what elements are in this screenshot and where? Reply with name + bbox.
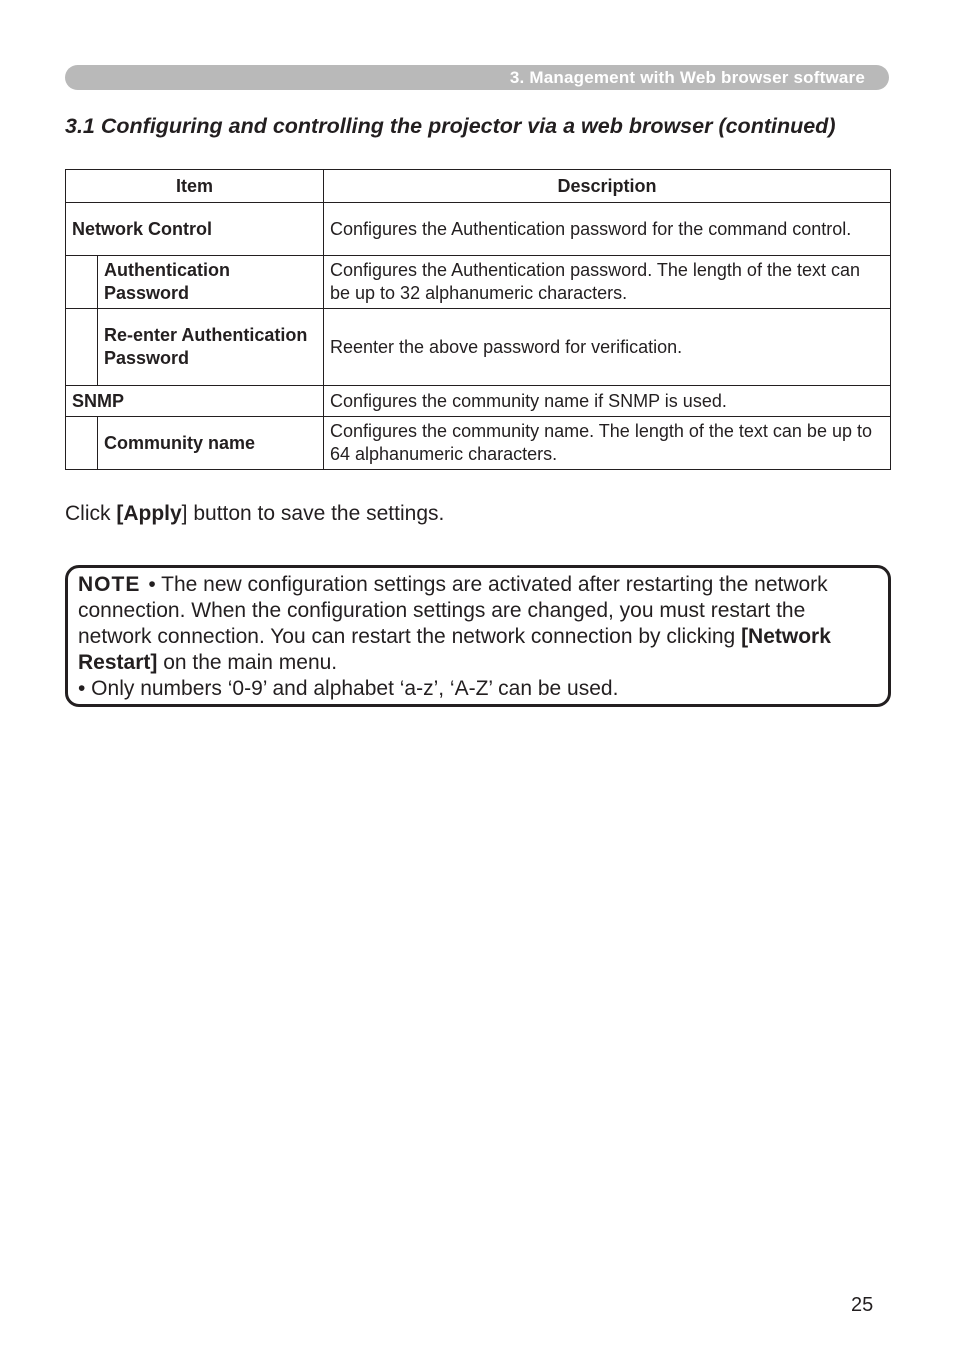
apply-instruction	[65, 502, 444, 526]
indent-gutter	[66, 256, 98, 309]
note-paragraph-2: • Only numbers ‘0-9’ and alphabet ‘a-z’, ‘A-Z’ can be used.	[78, 677, 619, 700]
note-box	[65, 565, 891, 707]
note-text-1a: • The new configuration settings are activated after restarting the network connection. When the configuration settings are changed, you must restart the network connection. You can restart the network connection by clicking	[78, 573, 828, 648]
item-reenter-password: Re-enter Authentication Password	[98, 309, 324, 386]
table-header-row	[66, 170, 891, 203]
item-snmp: SNMP	[66, 386, 324, 417]
apply-suffix: ] button to save the settings.	[181, 502, 445, 525]
description-authentication-password: Configures the Authentication password. The length of the text can be up to 32 alphanumeric characters.	[324, 256, 891, 309]
item-community-name: Community name	[98, 417, 324, 470]
table-row	[66, 203, 891, 256]
settings-table	[65, 169, 891, 470]
description-reenter-password: Reenter the above password for verification.	[324, 309, 891, 386]
table-row	[66, 386, 891, 417]
page-title: 3.1 Configuring and controlling the projector via a web browser (continued)	[65, 114, 836, 138]
note-label: NOTE	[78, 573, 141, 596]
page-number: 25	[851, 1294, 874, 1316]
network-restart-label: [Network Restart]	[78, 625, 831, 674]
indent-gutter	[66, 417, 98, 470]
section-header-text: 3. Management with Web browser software	[509, 68, 865, 87]
note-paragraph-1	[78, 572, 878, 676]
note-text-1b: on the main menu.	[157, 651, 338, 674]
table-row	[66, 417, 891, 470]
apply-button-label: [Apply	[116, 502, 182, 525]
column-header-item: Item	[66, 170, 324, 203]
description-community-name: Configures the community name. The length of the text can be up to 64 alphanumeric characters.	[324, 417, 891, 470]
item-authentication-password: Authentication Password	[98, 256, 324, 309]
table-row	[66, 309, 891, 386]
section-header-bar	[65, 65, 889, 90]
table-row	[66, 256, 891, 309]
column-header-description: Description	[324, 170, 891, 203]
item-network-control: Network Control	[66, 203, 324, 256]
description-network-control: Configures the Authentication password for the command control.	[324, 203, 891, 256]
description-snmp: Configures the community name if SNMP is used.	[324, 386, 891, 417]
indent-gutter	[66, 309, 98, 386]
apply-prefix: Click	[65, 502, 117, 525]
